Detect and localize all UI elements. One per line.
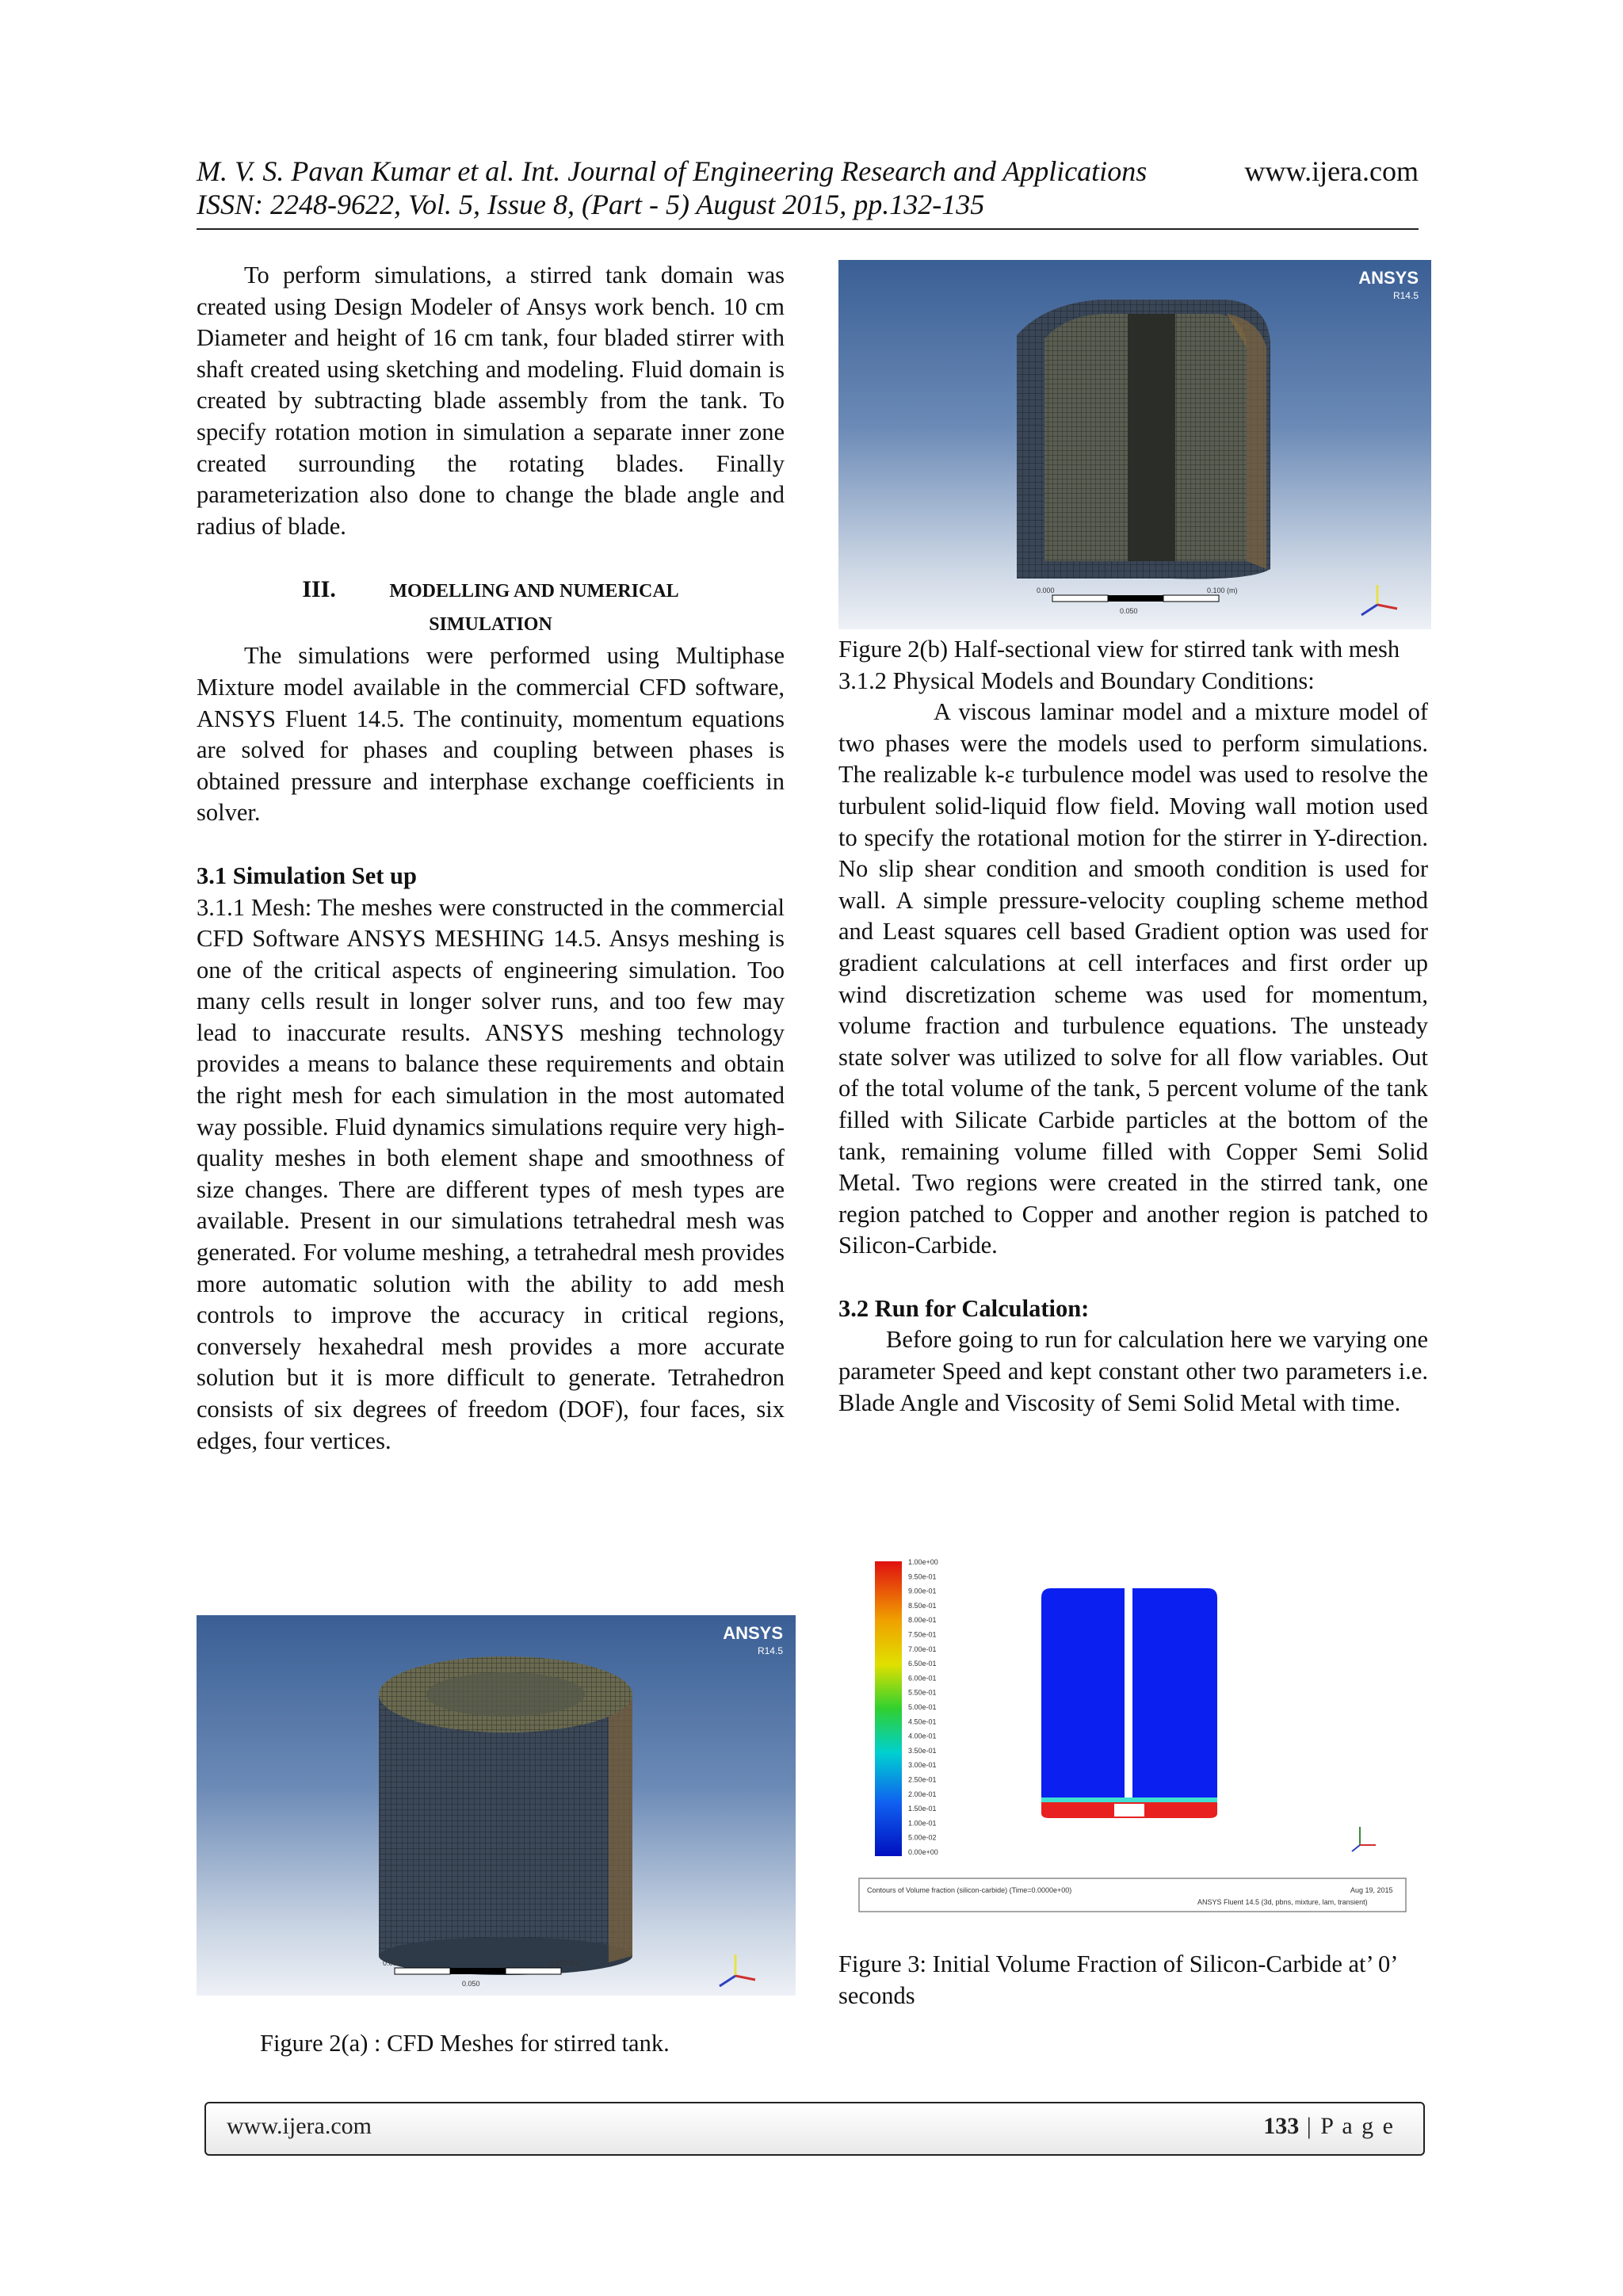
section-title-line1: MODELLING AND NUMERICAL — [389, 581, 679, 602]
colormap-label: 9.50e-01 — [908, 1572, 937, 1581]
subsection-3-1-heading: 3.1 Simulation Set up — [197, 861, 417, 889]
axis-triad-icon — [1361, 585, 1397, 615]
physical-models-paragraph: A viscous laminar model and a mixture model of two phases were the models used to perform simulations. The realizable k-ε turbulence model was used to resolve the turbulent solid-liquid flow field. Moving wall motion used to specify the rotational motion for the stirrer in Y-direction. No slip shear condition and smooth condition is used for wall. A simple pressure-velocity coupling scheme method and Least squares cell based Gradient option was used for gradient calculations at cell interfaces and first order up wind discretization scheme was used for momentum, volume fraction and turbulence equations. The unsteady state solver was utilized to solve for all flow variables. Out of the total volume of the tank, 5 percent volume of the tank filled with Silicate Carbide particles at the bottom of the tank, remaining volume filled with Copper Semi Solid Metal. Two regions were created in the stirred tank, one region patched to Copper and another region is patched to Silicon-Carbide. — [838, 698, 1428, 1259]
page-label: | P a g e — [1299, 2113, 1395, 2139]
colormap-label: 5.50e-01 — [908, 1688, 937, 1697]
mesh-paragraph: 3.1.1 Mesh: The meshes were constructed in the commercial CFD Software ANSYS MESHING 14.5. Ansys meshing is one of the critical aspects of engineering simulation. Too many cells result in longer solver runs, and too few may lead to inaccurate results. ANSYS meshing technology provides a means to balance these requirements and obtain the right mesh for each simulation in the most automated way possible. Fluid dynamics simulations require very high-quality meshes in both element shape and smoothness of size changes. There are different types of mesh types are available. Present in our simulations tetrahedral mesh was generated. For volume meshing, a tetrahedral mesh provides more automatic solution with the ability to add mesh controls to improve the accuracy in critical regions, conversely hexahedral mesh provides a more accurate solution but it is more difficult to generate. Tetrahedron consists of six degrees of freedom (DOF), four faces, six edges, four vertices. — [197, 893, 785, 1454]
scale-mid: 0.050 — [462, 1980, 480, 1988]
issn-line: ISSN: 2248-9622, Vol. 5, Issue 8, (Part - 5) August 2015, pp.132-135 — [197, 189, 985, 220]
figure-2a-full-mesh — [197, 1615, 796, 1996]
section-number: III. — [302, 576, 336, 603]
run-calculation-paragraph: Before going to run for calculation here we varying one parameter Speed and kept constant other two parameters i.e. Blade Angle and Viscosity of Semi Solid Metal with time. — [838, 1326, 1428, 1416]
page-number: 133 — [1263, 2113, 1300, 2139]
colormap-label: 1.50e-01 — [908, 1805, 937, 1813]
running-header — [197, 155, 1419, 230]
subsection-3-2-heading: 3.2 Run for Calculation: — [838, 1294, 1090, 1322]
simulation-paragraph: The simulations were performed using Multiphase Mixture model available in the commercial CFD software, ANSYS Fluent 14.5. The continuity, momentum equations are solved for phases and coupling between phases is obtained pressure and interphase exchange coefficients in solver. — [197, 642, 785, 827]
figure-2b-caption: Figure 2(b) Half-sectional view for stirred tank with mesh — [838, 636, 1400, 663]
scale-end: 0.100 (m) — [1207, 586, 1238, 594]
colormap-label: 7.50e-01 — [908, 1630, 937, 1639]
right-column — [838, 634, 1428, 1419]
ansys-logo: ANSYS R14.5 — [1358, 268, 1419, 301]
colormap-label: 3.00e-01 — [908, 1761, 937, 1770]
volume-fraction-contour — [853, 1553, 1422, 1926]
contour-footer-date: Aug 19, 2015 — [1350, 1886, 1393, 1894]
colormap-label: 2.00e-01 — [908, 1790, 937, 1798]
colormap-label: 8.50e-01 — [908, 1601, 937, 1610]
intro-paragraph: To perform simulations, a stirred tank domain was created using Design Modeler of Ansys work bench. 10 cm Diameter and height of 16 cm tank, four bladed stirrer with shaft created using sketching and modeling. Fluid domain is created by subtracting blade assembly from the tank. To specify rotation motion in simulation a separate inner zone created surrounding the rotating blades. Finally parameterization also done to change the blade angle and radius of blade. — [197, 262, 785, 540]
figure-3-caption: Figure 3: Initial Volume Fraction of Silicon-Carbide at’ 0’ seconds — [838, 1950, 1397, 2009]
axis-triad-icon — [720, 1954, 755, 1986]
colormap-label: 6.00e-01 — [908, 1674, 937, 1683]
colormap-label: 0.00e+00 — [908, 1848, 938, 1856]
colormap-label: 6.50e-01 — [908, 1660, 937, 1668]
figure-2b-half-section — [838, 260, 1431, 629]
colormap-label: 4.00e-01 — [908, 1732, 937, 1740]
colormap-label: 5.00e-02 — [908, 1833, 937, 1842]
scale-start: 0.000 — [1037, 586, 1055, 594]
figure-3-contour-plot — [853, 1553, 1422, 1926]
journal-url[interactable]: www.ijera.com — [1244, 155, 1419, 187]
colormap-label: 4.50e-01 — [908, 1717, 937, 1726]
section-title-line2: SIMULATION — [429, 614, 552, 636]
colormap-label: 7.00e-01 — [908, 1645, 937, 1653]
scale-mid: 0.050 — [1120, 607, 1138, 615]
colormap-label: 3.50e-01 — [908, 1746, 937, 1755]
section-heading — [197, 574, 785, 607]
scale-start: 0.000 — [383, 1959, 401, 1967]
page-footer — [204, 2102, 1425, 2156]
colormap-bar — [875, 1561, 902, 1856]
colormap-label: 5.00e-01 — [908, 1703, 937, 1711]
colormap-label: 9.00e-01 — [908, 1587, 937, 1595]
half-section-mesh-render — [838, 260, 1431, 629]
colormap-label: 1.00e-01 — [908, 1819, 937, 1828]
cylinder-mesh-render — [197, 1615, 796, 1996]
colormap-label: 8.00e-01 — [908, 1616, 937, 1625]
subsection-3-1-2-heading: 3.1.2 Physical Models and Boundary Conditions: — [838, 667, 1315, 694]
figure-2a-caption: Figure 2(a) : CFD Meshes for stirred tank. — [260, 2030, 670, 2057]
scale-end: 0.100 (m) — [549, 1959, 580, 1967]
colormap-label: 2.50e-01 — [908, 1775, 937, 1784]
axis-triad-icon — [1352, 1827, 1376, 1851]
ansys-logo: ANSYS R14.5 — [723, 1623, 783, 1656]
contour-footer-left: Contours of Volume fraction (silicon-carbide) (Time=0.0000e+00) — [867, 1886, 1072, 1894]
contour-footer-right: ANSYS Fluent 14.5 (3d, pbns, mixture, lam, transient) — [1197, 1898, 1368, 1906]
colormap-label: 1.00e+00 — [908, 1558, 938, 1566]
footer-url[interactable]: www.ijera.com — [227, 2113, 372, 2139]
page-number-label — [1263, 2113, 1395, 2140]
left-column — [197, 260, 785, 1457]
journal-citation: M. V. S. Pavan Kumar et al. Int. Journal of Engineering Research and Applications — [197, 155, 1148, 187]
colormap-labels — [908, 1558, 938, 1856]
